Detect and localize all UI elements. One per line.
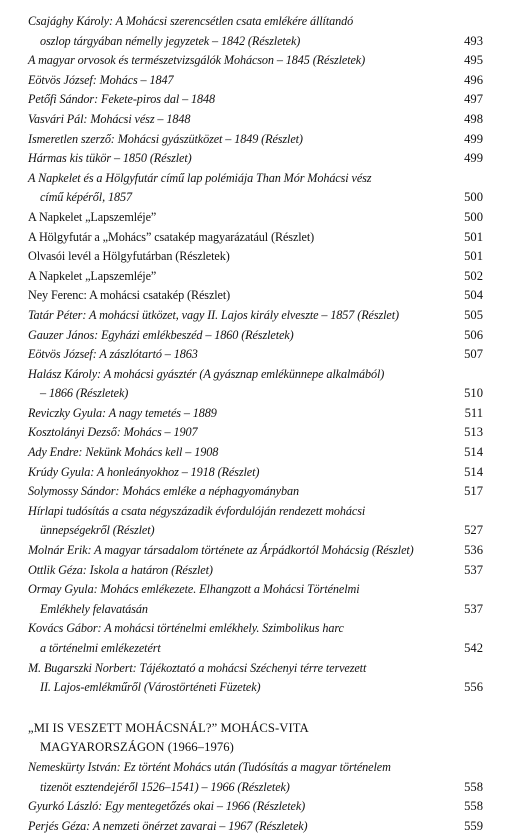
entry-text: A Hölgyfutár a „Mohács” csatakép magyarázatául (Részlet): [28, 229, 315, 244]
page-number: 502: [464, 268, 483, 283]
toc-entry: [0, 758, 512, 797]
page-number: 495: [464, 53, 483, 68]
entry-text: Krúdy Gyula: A honleányokhoz – 1918 (Részlet): [28, 464, 260, 479]
entry-title-line: [0, 817, 512, 836]
page-number: 558: [464, 799, 483, 814]
entry-title-line: [0, 286, 512, 306]
entry-title-line: [0, 619, 512, 639]
entry-text: Tatár Péter: A mohácsi ütközet, vagy II. Lajos király elveszte – 1857 (Részlet): [28, 307, 399, 322]
entry-text: tizenöt esztendejéről 1526–1541) – 1966 (Részletek): [40, 779, 290, 794]
entry-text: oszlop tárgyában némelly jegyzetek – 1842 (Részletek): [40, 33, 301, 48]
entry-title-line: [0, 423, 512, 443]
toc-entry: [0, 208, 512, 228]
page-number: 498: [464, 111, 483, 126]
entry-text: Nemeskürty István: Ez történt Mohács után (Tudósítás a magyar történelem: [28, 759, 391, 774]
entry-text: Eötvös József: A zászlótartó – 1863: [28, 347, 198, 362]
section-heading-line: MAGYARORSZÁGON (1966–1976): [40, 740, 234, 755]
entry-text: ünnepségekről (Részlet): [40, 523, 155, 538]
entry-text: Hírlapi tudósítás a csata négyszázadik évfordulóján rendezett mohácsi: [28, 503, 366, 518]
entry-text: M. Bugarszki Norbert: Tájékoztató a mohácsi Széchenyi térre tervezett: [28, 660, 367, 675]
toc-entry: [0, 90, 512, 110]
entry-title-line: [0, 247, 512, 267]
entry-text: A Napkelet és a Hölgyfutár című lap polémiája Than Mór Mohácsi vész: [28, 170, 372, 185]
entry-text: Molnár Erik: A magyar társadalom története az Árpádkortól Mohácsig (Részlet): [28, 543, 414, 558]
entry-title-line: [0, 502, 512, 522]
entry-text: Kovács Gábor: A mohácsi történelmi emlékhely. Szimbolikus harc: [28, 621, 344, 636]
page-number: 504: [464, 288, 483, 303]
toc-entry: [0, 71, 512, 91]
entry-title-line: [0, 71, 512, 91]
entry-text: Eötvös József: Mohács – 1847: [28, 72, 174, 87]
entry-text: Hármas kis tükör – 1850 (Részlet): [28, 151, 192, 166]
entry-text: A magyar orvosok és természetvizsgálók Mohácson – 1845 (Részletek): [28, 53, 366, 68]
entry-title-line: [0, 90, 512, 110]
page-number: 527: [464, 523, 483, 538]
entry-text: Reviczky Gyula: A nagy temetés – 1889: [28, 405, 217, 420]
page-number: 501: [464, 229, 483, 244]
page-number: 499: [464, 131, 483, 146]
entry-title-line: [0, 130, 512, 150]
entry-text: Emlékhely felavatásán: [40, 601, 148, 616]
entry-title-line: [0, 541, 512, 561]
entry-title-continuation: [0, 521, 512, 541]
page-number: 510: [464, 386, 483, 401]
entry-title-continuation: [0, 188, 512, 208]
entry-text: a történelmi emlékezetért: [40, 641, 161, 655]
entry-text: Ady Endre: Nekünk Mohács kell – 1908: [28, 445, 219, 460]
section-heading-line: „MI IS VESZETT MOHÁCSNÁL?” MOHÁCS-VITA: [28, 720, 309, 735]
toc-entry: [0, 247, 512, 267]
toc-entry: [0, 267, 512, 287]
toc-entry: [0, 169, 512, 208]
page-number: 505: [464, 307, 483, 322]
entry-title-line: [0, 208, 512, 228]
toc-entry: [0, 817, 512, 836]
toc-entry: [0, 463, 512, 483]
entry-text: Gauzer János: Egyházi emlékbeszéd – 1860 (Részletek): [28, 327, 294, 342]
toc-entry: [0, 326, 512, 346]
entry-text: Halász Károly: A mohácsi gyásztér (A gyásznap emlékünnepe alkalmából): [28, 366, 385, 381]
entry-text: Ormay Gyula: Mohács emlékezete. Elhangzott a Mohácsi Történelmi: [28, 582, 360, 597]
toc-entry: [0, 580, 512, 619]
page-number: 514: [464, 445, 483, 460]
entry-text: A Napkelet „Lapszemléje”: [28, 209, 157, 224]
entry-title-line: [0, 365, 512, 385]
toc-entry: [0, 619, 512, 658]
page-number: 497: [464, 92, 483, 107]
page-number: 511: [464, 405, 483, 420]
entry-title-line: [0, 463, 512, 483]
entry-text: Csajághy Károly: A Mohácsi szerencsétlen csata emlékére állítandó: [28, 14, 354, 28]
toc-entry: [0, 365, 512, 404]
toc-entry: [0, 502, 512, 541]
entry-text: című képéről, 1857: [40, 190, 132, 205]
page-number: 559: [464, 818, 483, 833]
page-number: 513: [464, 425, 483, 440]
entry-title-line: [0, 345, 512, 365]
toc-entry: [0, 51, 512, 71]
entry-text: Petőfi Sándor: Fekete-piros dal – 1848: [28, 92, 215, 107]
page-number: 537: [464, 562, 483, 577]
page-number: 506: [464, 327, 483, 342]
entry-title-continuation: [0, 678, 512, 698]
toc-entry: [0, 130, 512, 150]
toc-entry: [0, 561, 512, 581]
entry-title-line: [0, 51, 512, 71]
entry-title-line: [0, 797, 512, 817]
toc-entry: [0, 443, 512, 463]
entry-text: A Napkelet „Lapszemléje”: [28, 268, 157, 283]
entry-title-line: [0, 169, 512, 189]
page-number: 514: [464, 464, 483, 479]
entry-text: Gyurkó László: Egy mentegetőzés okai – 1966 (Részletek): [28, 799, 306, 814]
entry-text: Ismeretlen szerző: Mohácsi gyászütközet – 1849 (Részlet): [28, 131, 303, 146]
entry-title-continuation: [0, 639, 512, 659]
entry-text: Ottlik Géza: Iskola a határon (Részlet): [28, 562, 213, 577]
page-number: 517: [464, 484, 483, 499]
entry-title-line: [0, 228, 512, 248]
entry-title-line: [0, 758, 512, 778]
page-number: 558: [464, 779, 483, 794]
toc-entry: [0, 797, 512, 817]
entry-text: Ney Ferenc: A mohácsi csatakép (Részlet): [28, 288, 231, 303]
entry-title-line: [0, 443, 512, 463]
toc-entry: [0, 659, 512, 698]
entry-title-continuation: [0, 600, 512, 620]
section-heading: [0, 719, 512, 758]
toc-entry: [0, 149, 512, 169]
entry-text: Vasvári Pál: Mohácsi vész – 1848: [28, 111, 191, 126]
toc-entry: [0, 228, 512, 248]
entry-text: – 1866 (Részletek): [40, 386, 129, 401]
section-spacer: [0, 698, 512, 719]
entry-title-line: [0, 306, 512, 326]
entry-title-line: [0, 404, 512, 424]
toc-entries: [0, 12, 512, 836]
page-number: 501: [464, 249, 483, 264]
entry-title-line: [0, 561, 512, 581]
entry-title-line: [0, 580, 512, 600]
entry-text: Kosztolányi Dezső: Mohács – 1907: [28, 425, 198, 440]
entry-title-line: [0, 110, 512, 130]
page-number: 536: [464, 543, 483, 558]
toc-entry: [0, 404, 512, 424]
page-number: 493: [464, 33, 483, 48]
entry-title-line: [0, 482, 512, 502]
page-number: 499: [464, 151, 483, 166]
page-number: 500: [464, 190, 483, 205]
entry-title-continuation: [0, 32, 512, 52]
page-number: 496: [464, 72, 483, 87]
entry-title-continuation: [0, 778, 512, 798]
entry-text: II. Lajos-emlékműről (Várostörténeti Füzetek): [40, 680, 261, 695]
toc-entry: [0, 306, 512, 326]
toc-entry: [0, 286, 512, 306]
page-number: 537: [464, 601, 483, 616]
entry-text: Perjés Géza: A nemzeti önérzet zavarai – 1967 (Részletek): [28, 818, 308, 833]
page-number: 507: [464, 347, 483, 362]
toc-entry: [0, 345, 512, 365]
toc-entry: [0, 423, 512, 443]
entry-title-line: [0, 267, 512, 287]
toc-entry: [0, 110, 512, 130]
toc-entry: [0, 12, 512, 51]
entry-title-line: [0, 12, 512, 32]
entry-text: Olvasói levél a Hölgyfutárban (Részletek): [28, 249, 230, 264]
page-number: 500: [464, 209, 483, 224]
entry-text: Solymossy Sándor: Mohács emléke a néphagyományban: [28, 484, 299, 499]
entry-title-line: [0, 326, 512, 346]
toc-entry: [0, 541, 512, 561]
page-number: 556: [464, 680, 483, 695]
entry-title-line: [0, 659, 512, 679]
page-number: 542: [464, 641, 483, 655]
entry-title-line: [0, 149, 512, 169]
toc-entry: [0, 482, 512, 502]
entry-title-continuation: [0, 384, 512, 404]
